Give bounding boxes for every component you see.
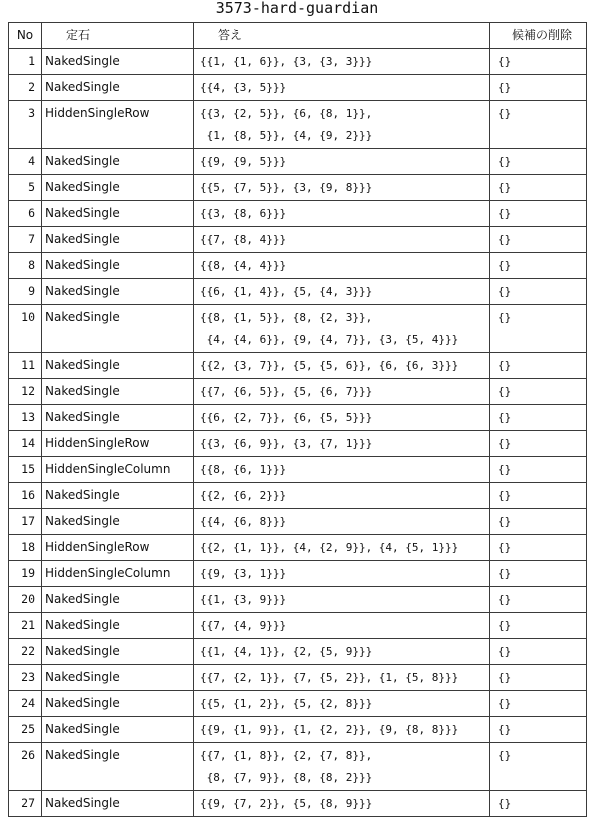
answer-line: {{1, {3, 9}}} [200, 593, 287, 606]
row-candidate-removal: {} [490, 149, 587, 175]
answer-line: {{1, {4, 1}}, {2, {5, 9}}} [200, 645, 373, 658]
row-number: 5 [9, 175, 42, 201]
table-row [9, 379, 587, 405]
row-method: HiddenSingleRow [42, 431, 194, 457]
table-row [9, 717, 587, 743]
answer-line: {{5, {1, 2}}, {5, {2, 8}}} [200, 697, 373, 710]
table-row [9, 227, 587, 253]
row-method: HiddenSingleRow [42, 101, 194, 149]
row-method: NakedSingle [42, 305, 194, 353]
row-number: 3 [9, 101, 42, 149]
table-row [9, 149, 587, 175]
row-number: 21 [9, 613, 42, 639]
answer-line: {{8, {4, 4}}} [200, 259, 287, 272]
row-method: NakedSingle [42, 49, 194, 75]
answer-line: {{7, {4, 9}}} [200, 619, 287, 632]
row-method: NakedSingle [42, 509, 194, 535]
row-candidate-removal: {} [490, 101, 587, 149]
header-answer: 答え [194, 23, 490, 49]
table-row [9, 743, 587, 791]
row-number: 26 [9, 743, 42, 791]
row-number: 15 [9, 457, 42, 483]
row-candidate-removal: {} [490, 743, 587, 791]
table-row [9, 791, 587, 817]
row-candidate-removal: {} [490, 639, 587, 665]
answer-line: {{7, {8, 4}}} [200, 233, 287, 246]
table-row [9, 509, 587, 535]
table-row [9, 431, 587, 457]
row-method: HiddenSingleColumn [42, 561, 194, 587]
row-candidate-removal: {} [490, 49, 587, 75]
row-candidate-removal: {} [490, 535, 587, 561]
row-candidate-removal: {} [490, 791, 587, 817]
row-candidate-removal: {} [490, 353, 587, 379]
row-method: NakedSingle [42, 691, 194, 717]
row-answer [194, 279, 490, 305]
answer-line: {{6, {2, 7}}, {6, {5, 5}}} [200, 411, 373, 424]
row-method: NakedSingle [42, 227, 194, 253]
row-candidate-removal: {} [490, 665, 587, 691]
row-number: 14 [9, 431, 42, 457]
answer-line: {{2, {3, 7}}, {5, {5, 6}}, {6, {6, 3}}} [200, 359, 459, 372]
row-answer [194, 587, 490, 613]
table-row [9, 483, 587, 509]
answer-line: {{7, {6, 5}}, {5, {6, 7}}} [200, 385, 373, 398]
row-candidate-removal: {} [490, 405, 587, 431]
row-number: 1 [9, 49, 42, 75]
row-answer [194, 75, 490, 101]
row-method: NakedSingle [42, 149, 194, 175]
answer-line: {{3, {8, 6}}} [200, 207, 287, 220]
table-body [9, 49, 587, 817]
row-number: 18 [9, 535, 42, 561]
row-number: 13 [9, 405, 42, 431]
table-row [9, 353, 587, 379]
row-candidate-removal: {} [490, 613, 587, 639]
row-method: NakedSingle [42, 717, 194, 743]
row-method: NakedSingle [42, 791, 194, 817]
answer-line: {{3, {2, 5}}, {6, {8, 1}}, [200, 107, 373, 120]
row-candidate-removal: {} [490, 691, 587, 717]
row-number: 17 [9, 509, 42, 535]
row-candidate-removal: {} [490, 431, 587, 457]
table-row [9, 691, 587, 717]
answer-line: {{7, {2, 1}}, {7, {5, 2}}, {1, {5, 8}}} [200, 671, 459, 684]
header-candidate-removal: 候補の削除 [490, 23, 587, 49]
header-method: 定石 [42, 23, 194, 49]
table-row [9, 49, 587, 75]
table-row [9, 613, 587, 639]
answer-line: {{9, {1, 9}}, {1, {2, 2}}, {9, {8, 8}}} [200, 723, 459, 736]
page-title: 3573-hard-guardian [215, 0, 379, 17]
row-method: NakedSingle [42, 743, 194, 791]
row-answer [194, 717, 490, 743]
table-row [9, 75, 587, 101]
row-answer [194, 691, 490, 717]
row-answer [194, 227, 490, 253]
table-row [9, 101, 587, 149]
solution-table [8, 22, 587, 817]
row-method: NakedSingle [42, 587, 194, 613]
answer-line: {{6, {1, 4}}, {5, {4, 3}}} [200, 285, 373, 298]
table-row [9, 201, 587, 227]
answer-line: {{7, {1, 8}}, {2, {7, 8}}, [200, 749, 373, 762]
row-method: NakedSingle [42, 665, 194, 691]
table-row [9, 175, 587, 201]
row-number: 23 [9, 665, 42, 691]
row-method: NakedSingle [42, 483, 194, 509]
answer-line: {{9, {9, 5}}} [200, 155, 287, 168]
row-candidate-removal: {} [490, 75, 587, 101]
answer-line: {8, {7, 9}}, {8, {8, 2}}} [200, 771, 373, 784]
table-row [9, 405, 587, 431]
row-answer [194, 509, 490, 535]
row-candidate-removal: {} [490, 253, 587, 279]
header-no: No [9, 23, 42, 49]
answer-line: {{2, {1, 1}}, {4, {2, 9}}, {4, {5, 1}}} [200, 541, 459, 554]
row-answer [194, 535, 490, 561]
row-method: NakedSingle [42, 175, 194, 201]
table-row [9, 561, 587, 587]
row-answer [194, 379, 490, 405]
answer-line: {{3, {6, 9}}, {3, {7, 1}}} [200, 437, 373, 450]
table-row [9, 279, 587, 305]
row-answer [194, 405, 490, 431]
row-answer [194, 175, 490, 201]
row-number: 4 [9, 149, 42, 175]
row-number: 6 [9, 201, 42, 227]
row-number: 2 [9, 75, 42, 101]
row-candidate-removal: {} [490, 561, 587, 587]
row-candidate-removal: {} [490, 483, 587, 509]
answer-line: {4, {4, 6}}, {9, {4, 7}}, {3, {5, 4}}} [200, 333, 459, 346]
row-number: 7 [9, 227, 42, 253]
row-method: NakedSingle [42, 75, 194, 101]
row-number: 8 [9, 253, 42, 279]
row-answer [194, 305, 490, 353]
row-answer [194, 49, 490, 75]
row-answer [194, 791, 490, 817]
row-candidate-removal: {} [490, 717, 587, 743]
row-answer [194, 613, 490, 639]
table-row [9, 639, 587, 665]
row-method: NakedSingle [42, 353, 194, 379]
table-row [9, 305, 587, 353]
row-method: HiddenSingleColumn [42, 457, 194, 483]
answer-line: {{9, {3, 1}}} [200, 567, 287, 580]
row-method: NakedSingle [42, 379, 194, 405]
row-answer [194, 431, 490, 457]
row-candidate-removal: {} [490, 509, 587, 535]
row-method: NakedSingle [42, 613, 194, 639]
row-answer [194, 483, 490, 509]
row-number: 11 [9, 353, 42, 379]
row-number: 20 [9, 587, 42, 613]
answer-line: {1, {8, 5}}, {4, {9, 2}}} [200, 129, 373, 142]
answer-line: {{2, {6, 2}}} [200, 489, 287, 502]
row-number: 19 [9, 561, 42, 587]
answer-line: {{4, {6, 8}}} [200, 515, 287, 528]
table-row [9, 587, 587, 613]
row-number: 9 [9, 279, 42, 305]
row-answer [194, 353, 490, 379]
table-header-row [9, 23, 587, 49]
row-number: 27 [9, 791, 42, 817]
row-candidate-removal: {} [490, 457, 587, 483]
row-candidate-removal: {} [490, 175, 587, 201]
row-number: 10 [9, 305, 42, 353]
row-number: 24 [9, 691, 42, 717]
table-row [9, 253, 587, 279]
row-answer [194, 253, 490, 279]
row-candidate-removal: {} [490, 587, 587, 613]
row-candidate-removal: {} [490, 279, 587, 305]
table-row [9, 457, 587, 483]
row-method: NakedSingle [42, 253, 194, 279]
row-number: 22 [9, 639, 42, 665]
table-row [9, 665, 587, 691]
row-answer [194, 457, 490, 483]
row-answer [194, 201, 490, 227]
row-number: 16 [9, 483, 42, 509]
row-method: NakedSingle [42, 639, 194, 665]
row-method: NakedSingle [42, 405, 194, 431]
row-answer [194, 561, 490, 587]
answer-line: {{5, {7, 5}}, {3, {9, 8}}} [200, 181, 373, 194]
row-method: NakedSingle [42, 279, 194, 305]
row-number: 12 [9, 379, 42, 405]
row-answer [194, 665, 490, 691]
answer-line: {{8, {1, 5}}, {8, {2, 3}}, [200, 311, 373, 324]
row-candidate-removal: {} [490, 305, 587, 353]
row-answer [194, 101, 490, 149]
row-answer [194, 743, 490, 791]
row-candidate-removal: {} [490, 227, 587, 253]
row-answer [194, 149, 490, 175]
row-candidate-removal: {} [490, 201, 587, 227]
answer-line: {{8, {6, 1}}} [200, 463, 287, 476]
row-answer [194, 639, 490, 665]
answer-line: {{1, {1, 6}}, {3, {3, 3}}} [200, 55, 373, 68]
answer-line: {{4, {3, 5}}} [200, 81, 287, 94]
table-row [9, 535, 587, 561]
answer-line: {{9, {7, 2}}, {5, {8, 9}}} [200, 797, 373, 810]
row-number: 25 [9, 717, 42, 743]
row-method: HiddenSingleRow [42, 535, 194, 561]
row-method: NakedSingle [42, 201, 194, 227]
row-candidate-removal: {} [490, 379, 587, 405]
